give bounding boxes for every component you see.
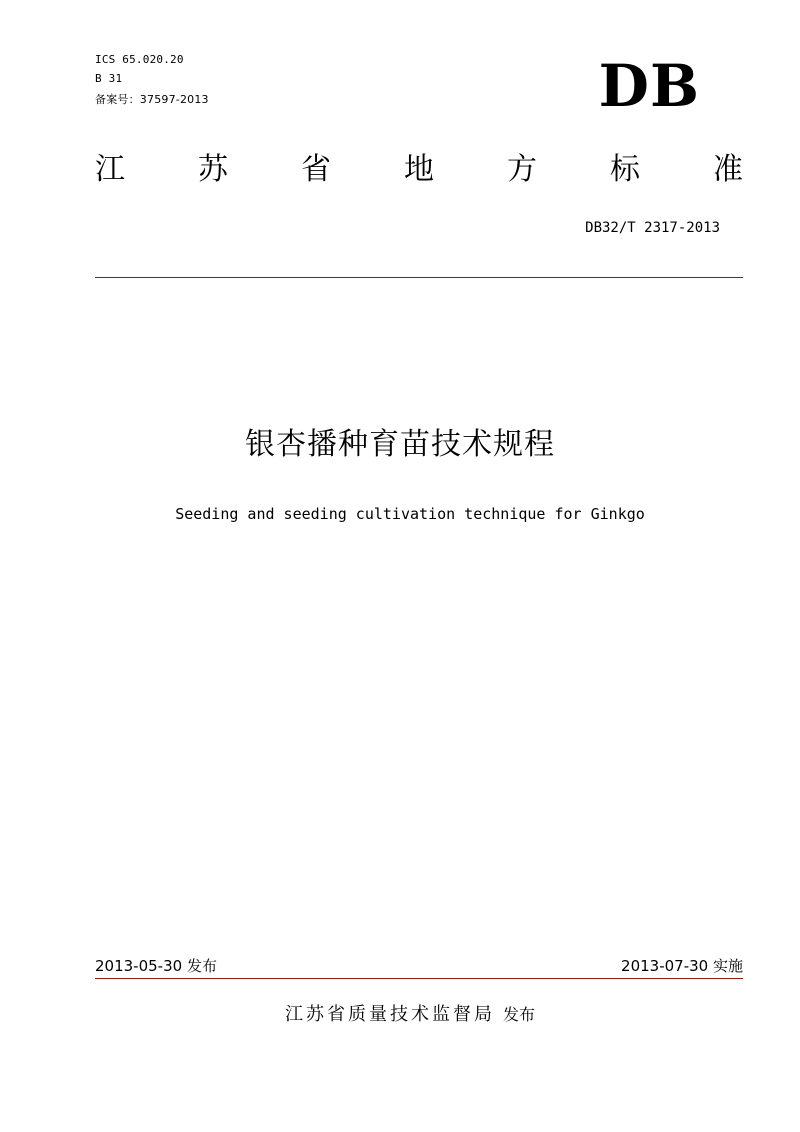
standard-title-char: 江 <box>95 152 125 187</box>
divider-bottom <box>95 978 743 979</box>
standard-title-char: 地 <box>404 152 434 187</box>
ics-code: ICS 65.020.20 <box>95 53 184 66</box>
publisher-organization: 江苏省质量技术监督局 <box>284 1004 495 1025</box>
standard-title-char: 标 <box>610 152 640 187</box>
publisher-verb: 发布 <box>502 1005 535 1024</box>
standard-number: DB32/T 2317-2013 <box>585 220 720 236</box>
divider-top <box>95 277 743 278</box>
db-logo: DB <box>598 52 700 120</box>
ccs-code: B 31 <box>95 72 123 85</box>
publisher <box>0 1003 800 1027</box>
standard-title-char: 省 <box>301 152 331 187</box>
document-title-cn: 银杏播种育苗技术规程 <box>245 427 555 462</box>
record-number: 备案号：37597-2013 <box>95 93 209 106</box>
standard-title <box>95 150 743 190</box>
issue-date: 2013-05-30 发布 <box>95 957 217 975</box>
standard-title-char: 准 <box>713 152 743 187</box>
document-title-en: Seeding and seeding cultivation technique for Ginkgo <box>175 505 645 523</box>
standard-title-char: 苏 <box>198 152 228 187</box>
standard-title-char: 方 <box>507 152 537 187</box>
implementation-date: 2013-07-30 实施 <box>621 957 743 975</box>
